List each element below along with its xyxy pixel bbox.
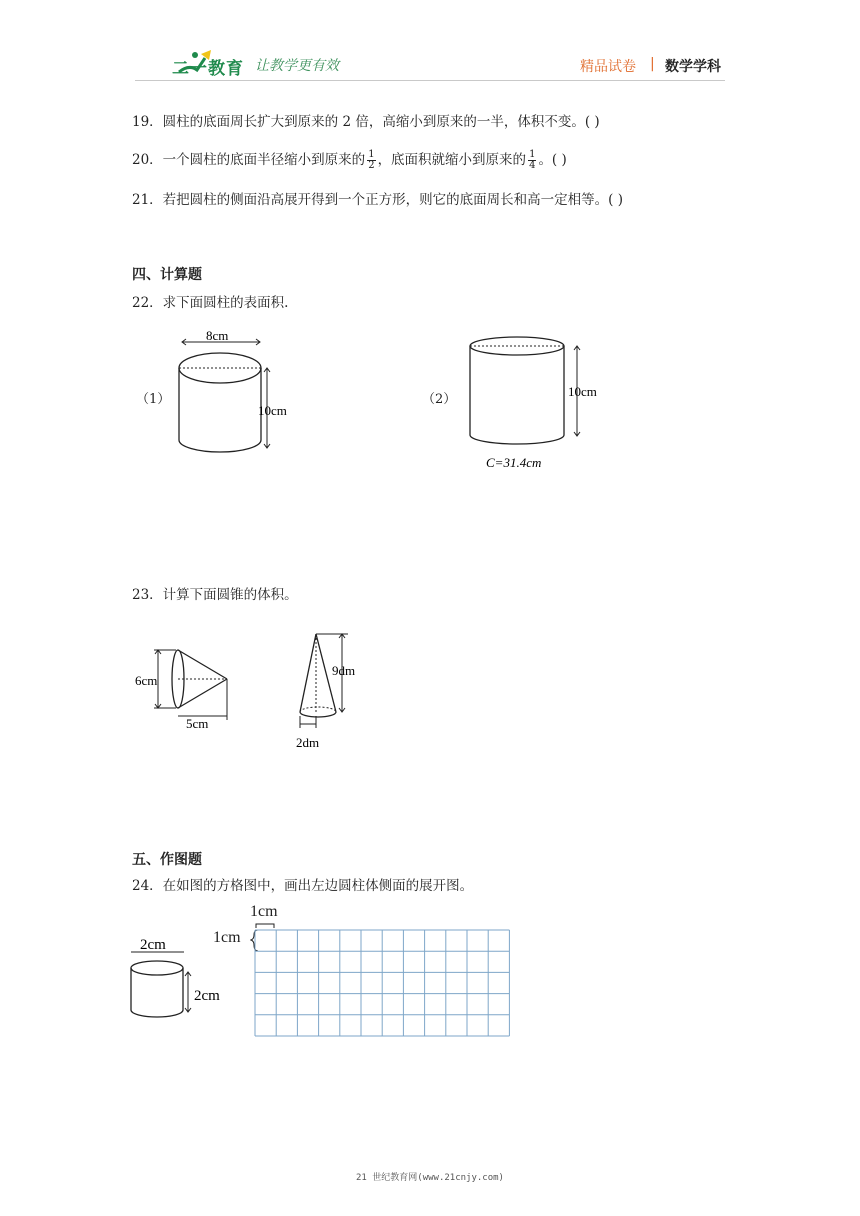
grid-lines — [255, 930, 509, 1036]
cone1-slant-bottom — [178, 679, 227, 708]
cone2-slant-left — [300, 634, 316, 712]
header-divider — [135, 80, 725, 81]
grid-unit-left-label: 1cm — [213, 929, 241, 946]
fig2-bottom-arc — [470, 435, 564, 444]
fig2-circumference: C=31.4cm — [486, 455, 542, 470]
q20-part3: 。( ) — [538, 152, 567, 168]
frac2-num: 1 — [529, 149, 536, 160]
fig2-side-dim: 10cm — [568, 384, 597, 399]
cone2-height-dim: 9dm — [332, 663, 356, 678]
small-cyl-side-dim: 2cm — [194, 988, 220, 1004]
header-separator: | — [650, 56, 655, 72]
fraction-half — [367, 150, 375, 171]
question-22: 22．求下面圆柱的表面积. — [132, 295, 289, 311]
cylinder-figure-2 — [460, 330, 620, 475]
square-grid[interactable] — [250, 918, 515, 1038]
header-label: 精品试卷 — [580, 59, 636, 75]
question-21: 21．若把圆柱的侧面沿高展开得到一个正方形，则它的底面周长和高一定相等。( ) — [132, 192, 624, 208]
fig1-bottom-arc — [179, 440, 261, 452]
fig2-top-ellipse — [470, 337, 564, 355]
header-subject: 数学学科 — [665, 59, 721, 75]
q20-part1: 20．一个圆柱的底面半径缩小到原来的 — [132, 152, 366, 168]
question-20 — [132, 150, 567, 171]
section-title-drawing: 五、作图题 — [132, 852, 202, 868]
figure-2-label: （2） — [422, 392, 457, 407]
cylinder-figure-1 — [170, 330, 310, 455]
fig1-top-dim: 8cm — [206, 330, 229, 343]
question-23: 23．计算下面圆锥的体积。 — [132, 587, 298, 603]
question-24: 24．在如图的方格图中，画出左边圆柱体侧面的展开图。 — [132, 878, 474, 894]
frac2-den: 4 — [529, 160, 536, 171]
frac1-num: 1 — [368, 149, 375, 160]
fraction-quarter — [528, 150, 536, 171]
cone2-base-front — [300, 712, 336, 717]
cone-figure-1 — [130, 638, 240, 733]
fig1-side-dim: 10cm — [258, 403, 287, 418]
header-slogan: 让教学更有效 — [255, 58, 339, 74]
cone-figure-2 — [292, 628, 372, 753]
section-title-calculation: 四、计算题 — [132, 267, 202, 283]
small-cyl-top-dim: 2cm — [140, 937, 166, 953]
question-19: 19．圆柱的底面周长扩大到原来的 2 倍，高缩小到原来的一半，体积不变。( ) — [132, 114, 600, 130]
grid-top-brace-icon — [256, 924, 274, 928]
small-cyl-top-ellipse — [131, 961, 183, 975]
cone2-radius-dim: 2dm — [296, 735, 320, 750]
q20-part2: ，底面积就缩小到原来的 — [377, 152, 527, 168]
cone1-length-dim: 5cm — [186, 716, 209, 731]
logo-text: 二一教育 — [172, 59, 244, 79]
footer-text: 21 世纪教育网(www.21cnjy.com) — [356, 1173, 504, 1183]
figure-1-label: （1） — [136, 392, 171, 407]
cone2-base-back — [300, 707, 336, 712]
small-cyl-bottom-arc — [131, 1010, 183, 1017]
cone1-slant-top — [178, 650, 227, 679]
cone1-height-dim: 6cm — [135, 673, 158, 688]
frac1-den: 2 — [368, 160, 375, 171]
grid-unit-top-label: 1cm — [250, 903, 278, 920]
